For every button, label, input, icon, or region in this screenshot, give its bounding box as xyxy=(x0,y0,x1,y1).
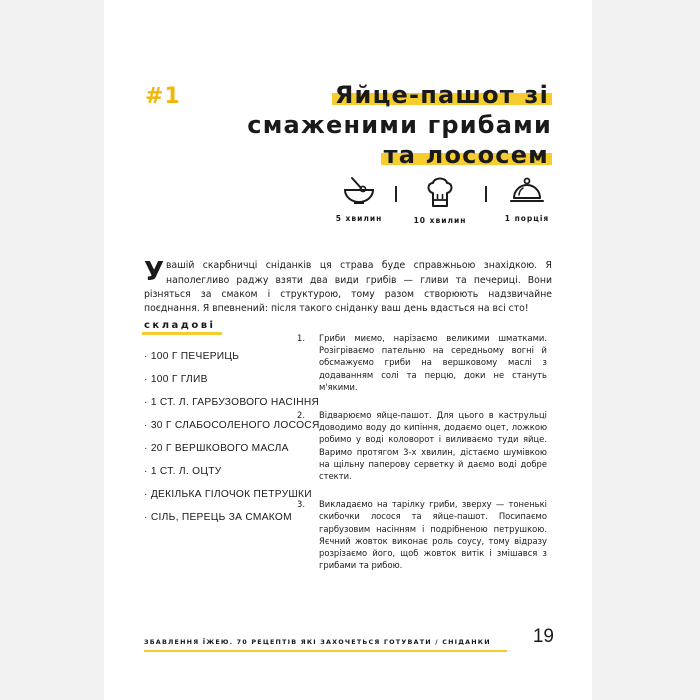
meta-divider xyxy=(395,186,397,202)
steps-list xyxy=(297,332,547,587)
ingredient-item: · 100 Г ПЕЧЕРИЦЬ xyxy=(144,351,240,362)
page-number: 19 xyxy=(532,626,554,647)
ingredient-item: · ДЕКІЛЬКА ГІЛОЧОК ПЕТРУШКИ xyxy=(144,489,312,500)
intro-text: вашій скарбничці сніданків ця страва буде справжньою знахідкою. Я наполегливо раджу взяти два види грибів — гливи та печериці. Вони різняться за смаком і структурою, тому разом створюють надзвичайне поєднання. Я впевнений: після такого сніданку ваш день вдасться на всі сто! xyxy=(144,260,552,314)
ingredient-item: · 100 Г ГЛИВ xyxy=(144,374,208,385)
drop-cap: У xyxy=(144,257,165,288)
step-text: Гриби миємо, нарізаємо великими шматками. Розігріваємо пательню на середньому вогні й обсмажуємо гриби на вершковому маслі з додаванням солі та перцю, доки не стануть м'якими. xyxy=(319,333,547,392)
prep-time xyxy=(319,176,399,223)
chef-hat-icon xyxy=(425,176,455,208)
step-number: 2. xyxy=(297,410,305,421)
step-item xyxy=(297,409,547,482)
step-number: 3. xyxy=(297,499,305,510)
ingredient-item: · СІЛЬ, ПЕРЕЦЬ ЗА СМАКОМ xyxy=(144,512,292,523)
title-line-3: та лососем xyxy=(247,140,552,170)
prep-time-label: 5 хвилин xyxy=(335,214,383,223)
cook-time-label: 10 хвилин xyxy=(413,216,467,225)
step-text: Відварюємо яйце-пашот. Для цього в каструльці доводимо воду до кипіння, додаємо оцет, ложкою робимо у воді коловорот і виливаємо туди яйце. Варимо протягом 3-х хвилин, дістаємо шумівкою на щільну паперову серветку й даємо воді добре стекти. xyxy=(319,410,547,482)
ingredient-item: · 20 Г ВЕРШКОВОГО МАСЛА xyxy=(144,443,289,454)
servings xyxy=(487,176,567,223)
ingredients-list xyxy=(144,350,320,534)
step-item xyxy=(297,498,547,571)
intro-paragraph xyxy=(144,259,552,316)
step-number: 1. xyxy=(297,333,305,343)
book-page xyxy=(104,0,592,700)
ingredient-item: · 1 СТ. Л. ГАРБУЗОВОГО НАСІННЯ xyxy=(144,397,320,408)
step-item xyxy=(297,332,547,393)
ingredient-item: · 30 Г СЛАБОСОЛЕНОГО ЛОСОСЯ xyxy=(144,420,320,431)
servings-label: 1 порція xyxy=(504,214,550,223)
cloche-icon xyxy=(509,176,545,206)
recipe-title xyxy=(247,80,552,170)
title-line-2: смаженими грибами xyxy=(247,111,552,139)
recipe-number: #1 xyxy=(145,84,181,109)
mixing-bowl-icon xyxy=(342,176,376,206)
ingredients-heading: складові xyxy=(144,320,216,331)
running-footer: ЗБАВЛЕННЯ ЇЖЕЮ. 70 РЕЦЕПТІВ ЯКІ ЗАХОЧЕТЬСЯ ГОТУВАТИ / СНІДАНКИ xyxy=(144,638,491,646)
ingredient-item: · 1 СТ. Л. ОЦТУ xyxy=(144,466,222,477)
cook-time xyxy=(400,176,480,225)
footer-underline xyxy=(144,650,507,652)
step-text: Викладаємо на тарілку гриби, зверху — тоненькі скибочки лосося та яйце-пашот. Посипаємо гарбузовим насінням і подрібненою петрушкою. Яєчний жовток виконає роль соусу, тому відразу розрізаємо його, щоб жовток витік і змішався з грибами та рибою. xyxy=(319,499,547,571)
title-line-1: Яйце-пашот зі xyxy=(247,80,552,110)
